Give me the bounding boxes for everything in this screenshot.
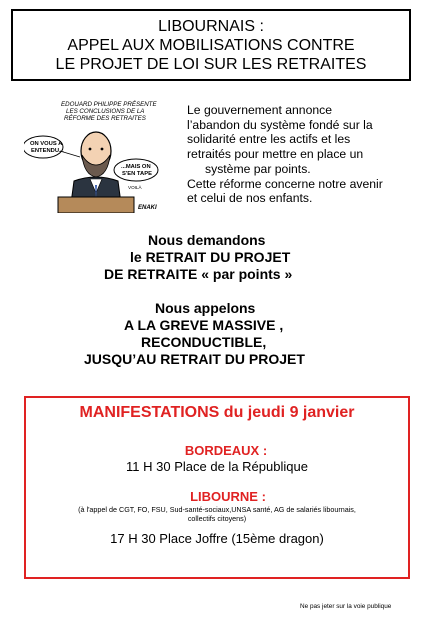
intro-line: Le gouvernement annonce <box>187 103 333 117</box>
title-line-1: LIBOURNAIS : <box>158 18 264 35</box>
lectern-shape <box>58 197 134 213</box>
title-line-2: APPEL AUX MOBILISATIONS CONTRE <box>67 37 355 54</box>
cartoon-caption-2: LES CONCLUSIONS DE LA <box>66 108 145 115</box>
intro-line: retraités pour mettre en place un <box>187 147 364 162</box>
libourne-address: 17 H 30 Place Joffre (15ème dragon) <box>110 531 324 546</box>
demand-line-3: DE RETRAITE « par points » <box>104 266 293 282</box>
bubble-right-line-1: ...MAIS ON <box>121 164 151 170</box>
bubble-left-line-1: ON VOUS A <box>30 141 63 147</box>
speech-bubble-right <box>114 159 158 181</box>
speech-bubble-left <box>24 136 63 158</box>
libourne-note-1: (à l'appel de CGT, FO, FSU, Sud-santé-sociaux,UNSA santé, AG de salariés libournais, <box>78 505 356 514</box>
cartoon-caption-3: RÉFORME DES RETRAITES <box>64 115 146 122</box>
cartoon-signature: ENAKI <box>138 205 157 211</box>
demands-block <box>0 232 424 368</box>
call-line-3: RECONDUCTIBLE, <box>141 334 267 350</box>
bubble-right-line-2: S'EN TAPE <box>122 171 152 177</box>
footer-note: Ne pas jeter sur la voie publique <box>300 603 392 610</box>
call-line-4: JUSQU’AU RETRAIT DU PROJET <box>84 351 305 367</box>
bubble-left-line-2: ENTENDU... <box>31 148 64 154</box>
intro-line: et celui de nos enfants. <box>187 191 313 206</box>
intro-line: Cette réforme concerne notre avenir <box>187 176 383 191</box>
demand-line-2: le RETRAIT DU PROJET <box>130 249 291 265</box>
bordeaux-address: 11 H 30 Place de la République <box>126 459 308 474</box>
intro-line: l’abandon du système fondé sur la <box>187 117 373 132</box>
intro-line: système par points. <box>205 161 311 176</box>
call-line-2: A LA GREVE MASSIVE , <box>124 317 284 333</box>
manifestations-title: MANIFESTATIONS du jeudi 9 janvier <box>79 404 355 421</box>
manifestations-box <box>24 396 410 579</box>
libourne-city: LIBOURNE : <box>190 489 266 504</box>
title-line-3: LE PROJET DE LOI SUR LES RETRAITES <box>55 56 367 73</box>
cartoon-small-text: VOILÀ <box>128 185 142 190</box>
title-box <box>11 9 411 81</box>
intro-line: solidarité entre les actifs et les <box>187 132 351 147</box>
call-line-1: Nous appelons <box>155 300 256 316</box>
bordeaux-city: BORDEAUX : <box>184 443 268 458</box>
libourne-note-2: collectifs citoyens) <box>187 514 247 523</box>
demand-line-1: Nous demandons <box>148 232 266 248</box>
cartoon-caption-1: EDOUARD PHILIPPE PRÉSENTE <box>61 101 157 108</box>
intro-paragraph <box>187 103 412 206</box>
cartoon-image <box>24 99 163 213</box>
cartoon-illustration <box>24 99 163 213</box>
